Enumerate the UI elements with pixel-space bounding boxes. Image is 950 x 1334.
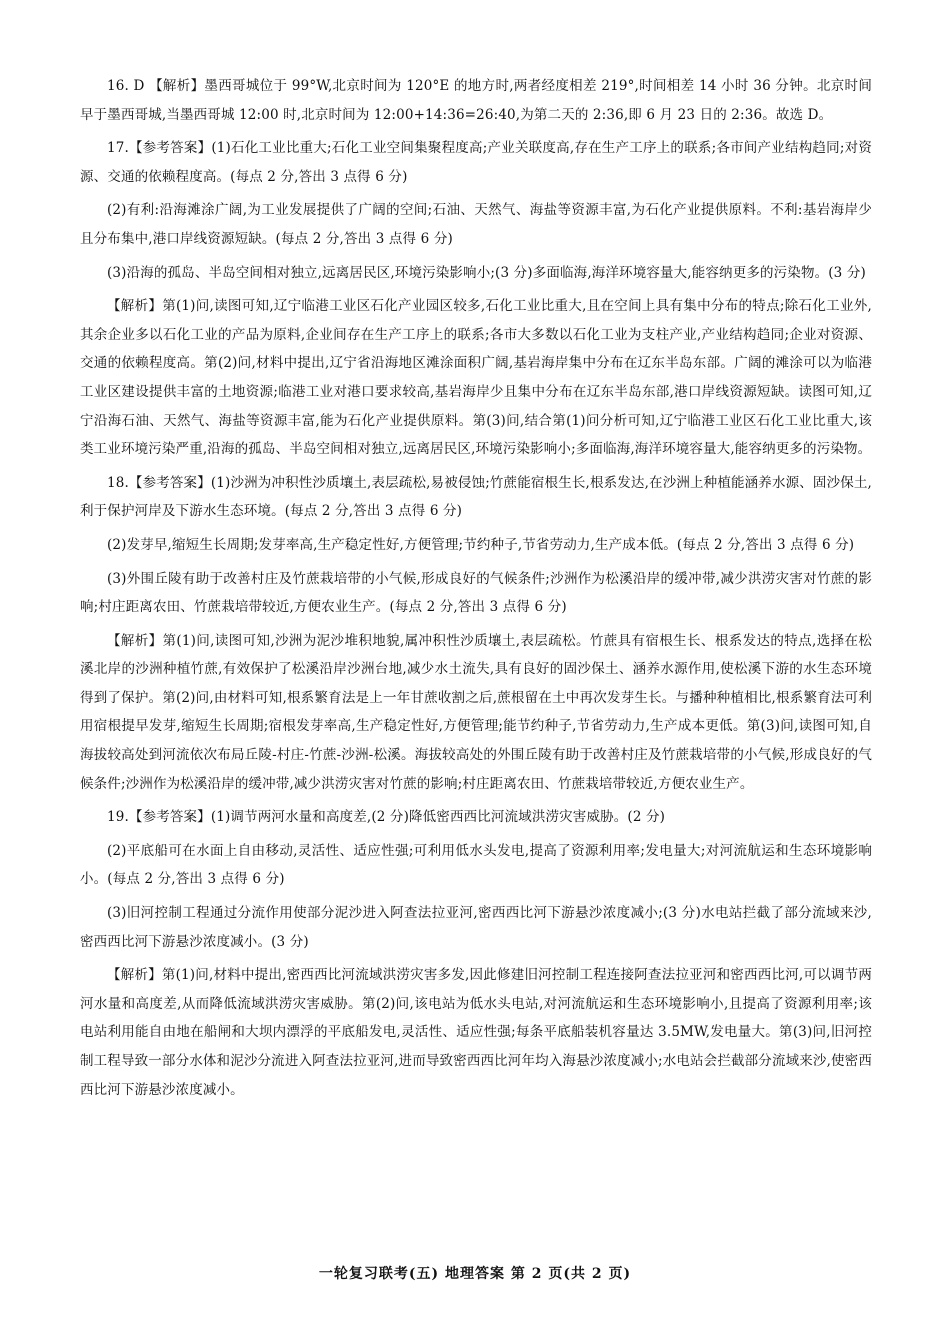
q17-analysis: 【解析】第(1)问,读图可知,辽宁临港工业区石化产业园区较多,石化工业比重大,且在空间上具有集中分布的特点;除石化工业外,其余企业多以石化工业的产品为原料,企业间存在生产工序上的联系;各市大多数以石化工业为支柱产业,产业结构趋同;企业对资源、交通的依赖程度高。第(2)问,材料中提出,辽宁省沿海地区滩涂面积广阔,基岩海岸集中分布在辽东半岛东部。广阔的滩涂可以为临港工业区建设提供丰富的土地资源;临港工业对港口要求较高,基岩海岸少且集中分布在辽东半岛东部,港口岸线资源短缺。读图可知,辽宁沿海石油、天然气、海盐等资源丰富,能为石化产业提供原料。第(3)问,结合第(1)问分析可知,辽宁临港工业区石化工业比重大,该类工业环境污染严重,沿海的孤岛、半岛空间相对独立,远离居民区,环境污染影响小;多面临海,海洋环境容量大,能容纳更多的污染物。 [80, 298, 872, 458]
q18-answer-part2: (2)发芽早,缩短生长周期;发芽率高,生产稳定性好,方便管理;节约种子,节省劳动力,生产成本低。(每点 2 分,答出 3 点得 6 分) [107, 536, 855, 553]
answer-page [80, 72, 872, 1109]
page-footer: 一轮复习联考(五) 地理答案 第 2 页(共 2 页) [318, 1266, 632, 1282]
q19-answer-part3: (3)旧河控制工程通过分流作用使部分泥沙进入阿查法拉亚河,密西西比河下游悬沙浓度减小;(3 分)水电站拦截了部分流域来沙,密西西比河下游悬沙浓度减小。(3 分) [80, 905, 872, 950]
q18-answer-part1: 18.【参考答案】(1)沙洲为冲积性沙质壤土,表层疏松,易被侵蚀;竹蔗能宿根生长,根系发达,在沙洲上种植能涵养水源、固沙保土,利于保护河岸及下游水生态环境。(每点 2 分,答出 3 点得 6 分) [80, 474, 872, 520]
q16-answer: 16. D 【解析】墨西哥城位于 99°W,北京时间为 120°E 的地方时,两者经度相差 219°,时间相差 14 小时 36 分钟。北京时间早于墨西哥城,当墨西哥城 12:00 时,北京时间为 12:00+14:36=26:40,为第二天的 2:36,即 6 月 23 日的 2:36。故选 D。 [80, 78, 872, 123]
q18-answer-part3: (3)外围丘陵有助于改善村庄及竹蔗栽培带的小气候,形成良好的气候条件;沙洲作为松溪沿岸的缓冲带,减少洪涝灾害对竹蔗的影响;村庄距离农田、竹蔗栽培带较近,方便农业生产。(每点 2 分,答出 3 点得 6 分) [80, 570, 872, 616]
q17-answer-part3: (3)沿海的孤岛、半岛空间相对独立,远离居民区,环境污染影响小;(3 分)多面临海,海洋环境容量大,能容纳更多的污染物。(3 分) [107, 264, 866, 281]
q18-analysis: 【解析】第(1)问,读图可知,沙洲为泥沙堆积地貌,属冲积性沙质壤土,表层疏松。竹蔗具有宿根生长、根系发达的特点,选择在松溪北岸的沙洲种植竹蔗,有效保护了松溪沿岸沙洲台地,减少水土流失,具有良好的固沙保土、涵养水源作用,使松溪下游的水生态环境得到了保护。第(2)问,由材料可知,根系繁育法是上一年甘蔗收割之后,蔗根留在土中再次发芽生长。与播种种植相比,根系繁育法可利用宿根提早发芽,缩短生长周期;宿根发芽率高,生产稳定性好,方便管理;能节约种子,节省劳动力,生产成本更低。第(3)问,读图可知,自海拔较高处到河流依次布局丘陵-村庄-竹蔗-沙洲-松溪。海拔较高处的外围丘陵有助于改善村庄及竹蔗栽培带的小气候,形成良好的气候条件;沙洲作为松溪沿岸的缓冲带,减少洪涝灾害对竹蔗的影响;村庄距离农田、竹蔗栽培带较近,方便农业生产。 [80, 632, 872, 792]
q17-answer-part2: (2)有利:沿海滩涂广阔,为工业发展提供了广阔的空间;石油、天然气、海盐等资源丰富,为石化产业提供原料。不利:基岩海岸少且分布集中,港口岸线资源短缺。(每点 2 分,答出 3 点得 6 分) [80, 202, 872, 247]
q19-answer-part2: (2)平底船可在水面上自由移动,灵活性、适应性强;可利用低水头发电,提高了资源利用率;发电量大;对河流航运和生态环境影响小。(每点 2 分,答出 3 点得 6 分) [80, 842, 872, 888]
q17-answer-part1: 17.【参考答案】(1)石化工业比重大;石化工业空间集聚程度高;产业关联度高,存在生产工序上的联系;各市间产业结构趋同;对资源、交通的依赖程度高。(每点 2 分,答出 3 点得 6 分) [80, 140, 872, 185]
q19-analysis: 【解析】第(1)问,材料中提出,密西西比河流域洪涝灾害多发,因此修建旧河控制工程连接阿查法拉亚河和密西西比河,可以调节两河水量和高度差,从而降低流域洪涝灾害威胁。第(2)问,该电站为低水头电站,对河流航运和生态环境影响小,且提高了资源利用率;该电站利用能自由地在船闸和大坝内漂浮的平底船发电,灵活性、适应性强;每条平底船装机容量达 3.5MW,发电量大。第(3)问,旧河控制工程导致一部分水体和泥沙分流进入阿查法拉亚河,进而导致密西西比河年均入海悬沙浓度减小;水电站会拦截部分流域来沙,使密西西比河下游悬沙浓度减小。 [80, 967, 872, 1098]
q19-answer-part1: 19.【参考答案】(1)调节两河水量和高度差,(2 分)降低密西西比河流域洪涝灾害威胁。(2 分) [107, 809, 666, 826]
